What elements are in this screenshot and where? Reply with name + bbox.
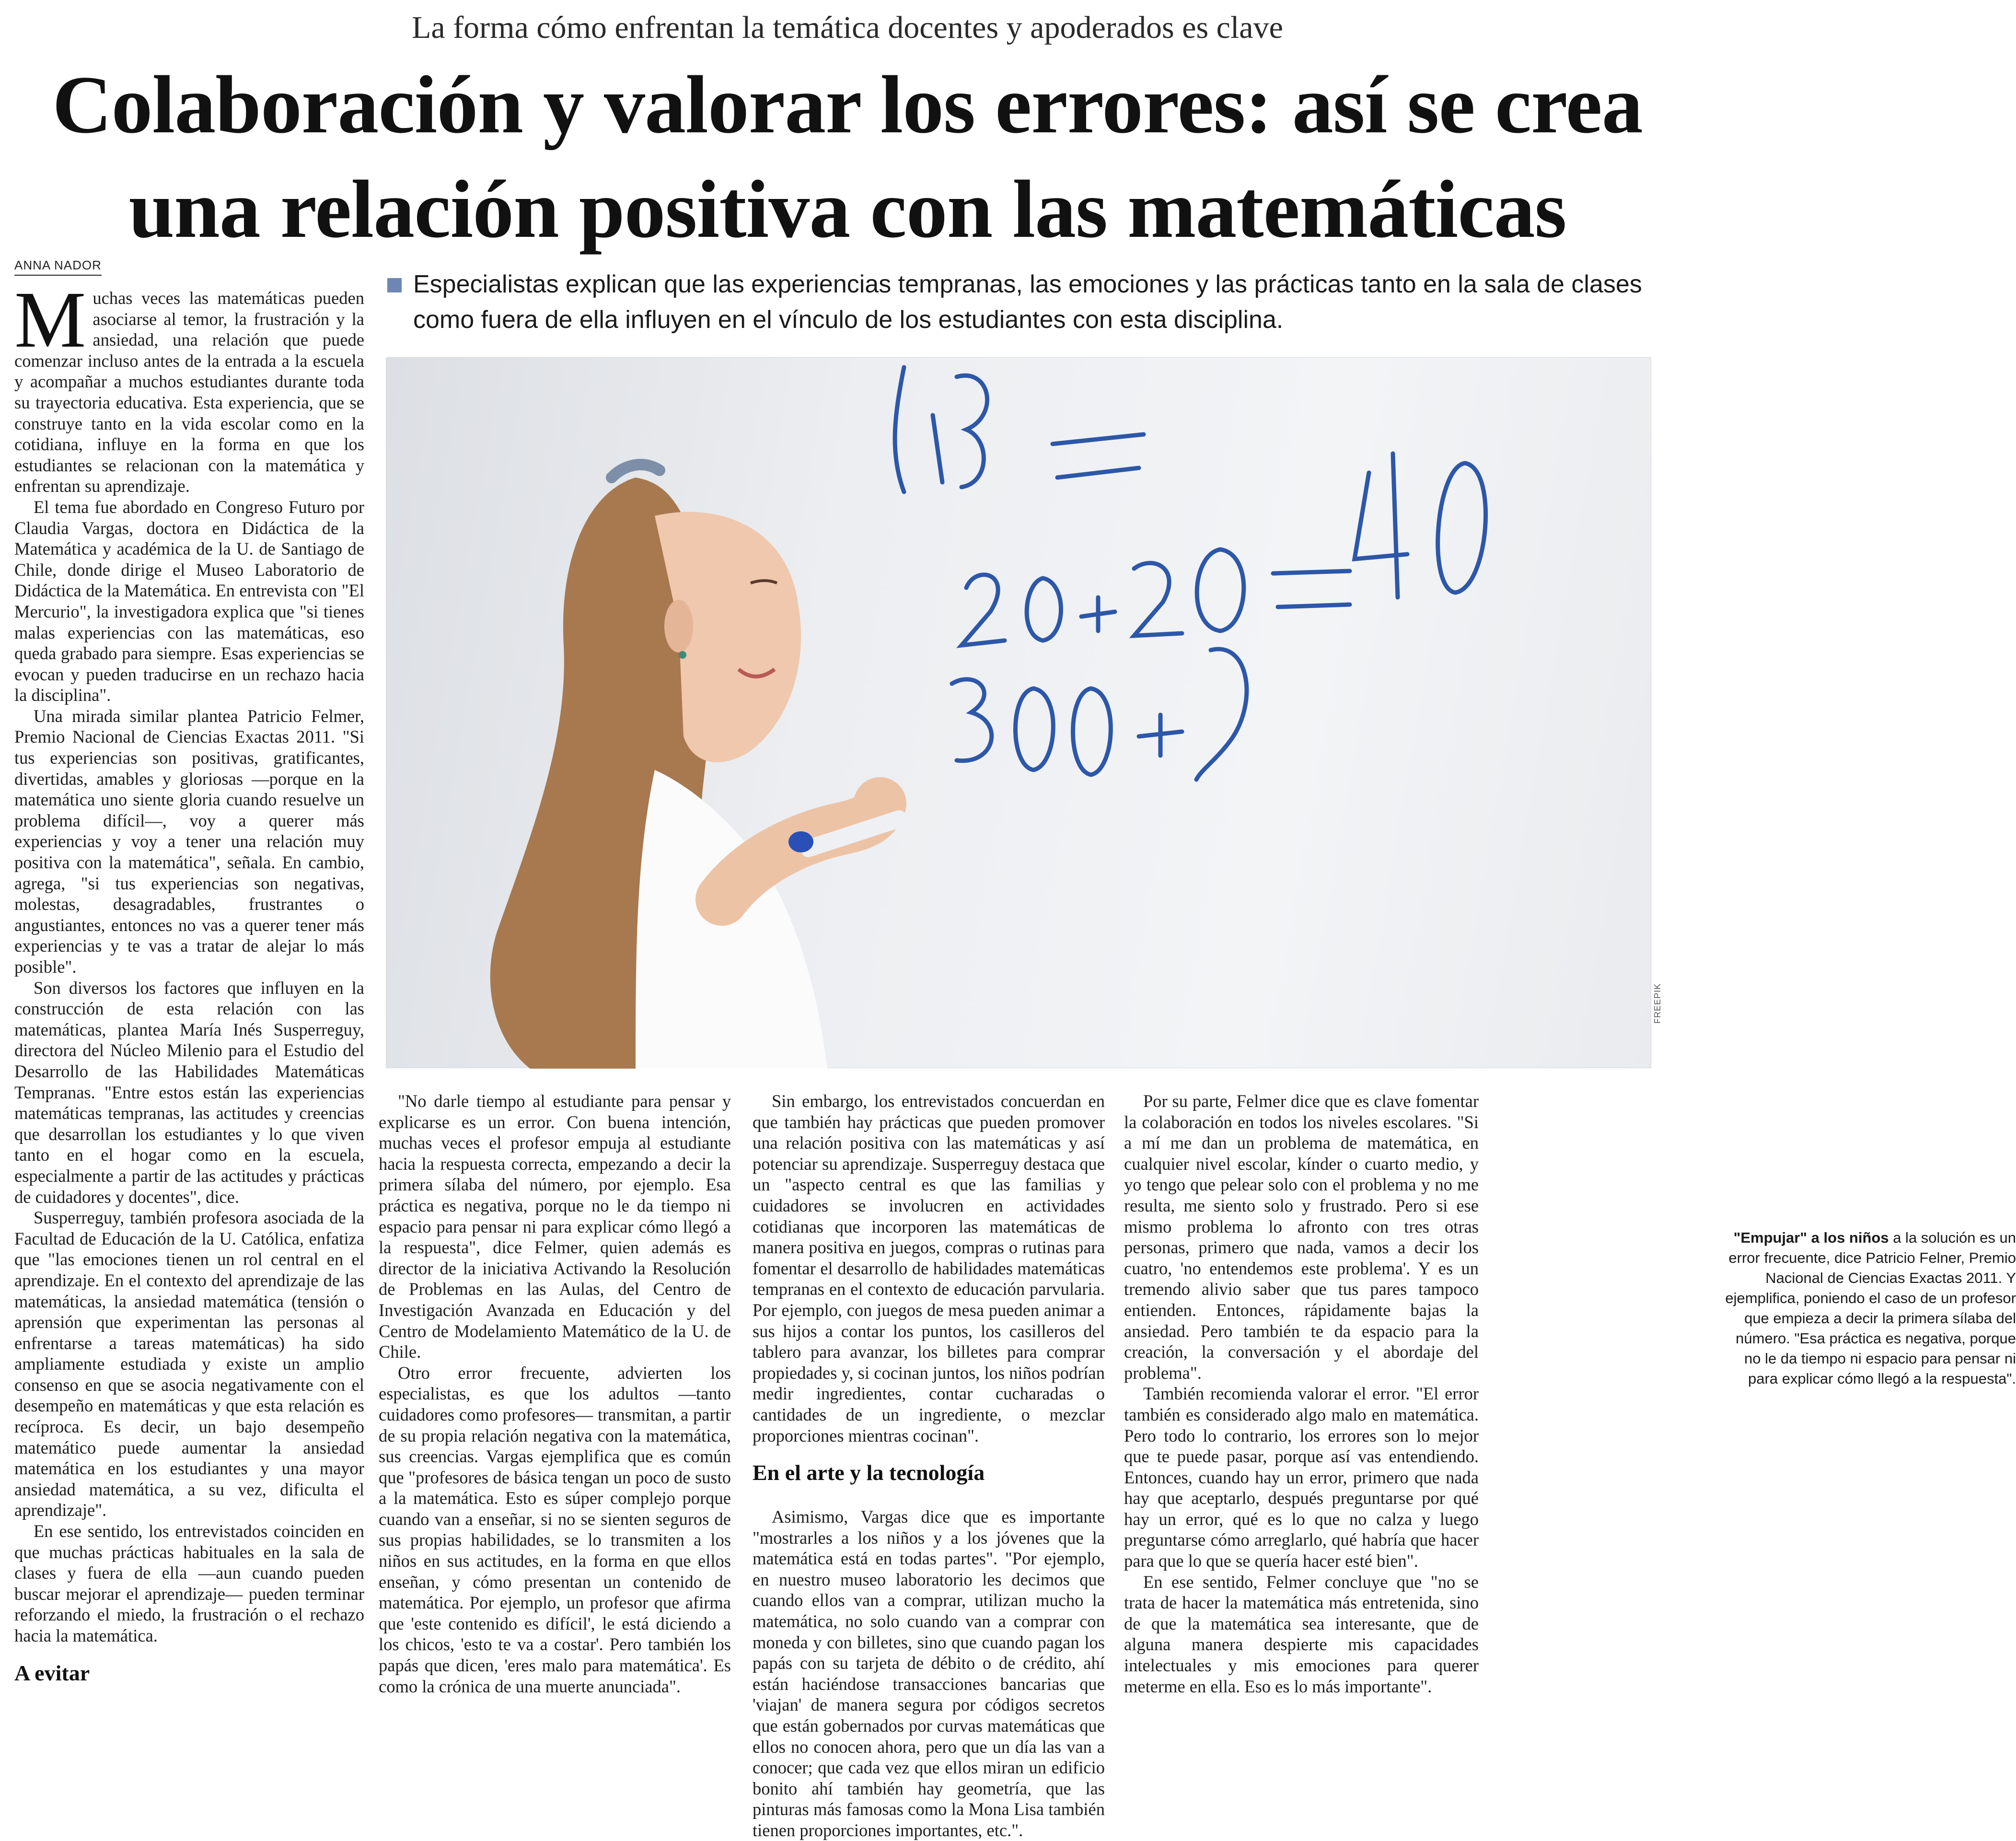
paragraph-3: Una mirada similar plantea Patricio Felmer, Premio Nacional de Ciencias Exactas 2011. "Si tus experiencias son positivas, gratificantes, divertidas, amables y gloriosas —porque en la matemática uno siente gloria cuando resuelve un problema difícil—, voy a querer más experiencias y voy a tener una relación muy positiva con la matemática", señala. En cambio, agrega, "si tus experiencias son negativas, molestas, desagradables, frustrantes o angustiantes, entonces no vas a querer tener más experiencias y te vas a tratar de alejar lo más posible".	[14, 706, 364, 977]
article-column-3	[753, 1091, 1105, 1840]
drop-cap: M	[14, 275, 86, 364]
photo-caption	[1719, 1228, 2016, 1389]
deck	[386, 267, 1680, 338]
caption-lead: "Empujar" a los niños	[1733, 1229, 1889, 1246]
paragraph-7: "No darle tiempo al estudiante para pensar y explicarse es un error. Con buena intención, muchas veces el profesor empuja al estudiante hacia la respuesta correcta, empezando a decir la primera sílaba del número, por ejemplo. Esa práctica es negativa, porque no le da tiempo ni espacio para pensar ni para explicar cómo llegó a la respuesta", dice Felmer, quien además es director de la iniciativa Activando la Resolución de Problemas en las Aulas, del Centro de Investigación Avanzada en Educación y del Centro de Modelamiento Matemático de la U. de Chile.	[379, 1091, 731, 1362]
paragraph-12: También recomienda valorar el error. "El error también es considerado algo malo en matemática. Pero todo lo contrario, los errores son lo mejor que te puede pasar, porque así vas entendiendo. Entonces, cuando hay un error, primero que nada hay que aceptarlo, después preguntarse por qué hay un error, qué es lo que no calza y luego preguntarse cómo arreglarlo, qué habría que hacer para que lo que se quería hacer esté bien".	[1124, 1384, 1479, 1571]
paragraph-1	[14, 275, 364, 497]
photo-illustration	[386, 358, 1652, 1069]
kicker: La forma cómo enfrentan la temática docentes y apoderados es clave	[412, 10, 1283, 45]
article-column-4	[1124, 1091, 1479, 1786]
subhead-a-evitar: A evitar	[14, 1660, 90, 1685]
headline	[0, 53, 1695, 262]
paragraph-4: Son diversos los factores que influyen en la construcción de esta relación con las matemáticas, plantea María Inés Susperreguy, directora del Núcleo Milenio para el Estudio del Desarrollo de las Habilidades Matemáticas Tempranas. "Entre estos están las experiencias matemáticas tempranas, las actitudes y creencias que desarrollan los estudiantes y lo que viven tanto en el hogar como en la escuela, especialmente a partir de las actitudes y prácticas de cuidadores y docentes", dice.	[14, 978, 364, 1207]
paragraph-11: Por su parte, Felmer dice que es clave fomentar la colaboración en todos los niveles escolares. "Si a mí me dan un problema de matemática, en cualquier nivel escolar, kínder o cuarto medio, y yo tengo que pelear solo con el problema y no me resulta, me siento solo y frustrado. Pero si ese mismo problema lo afronto con tres otras personas, primero que nada, vamos a decir los cuatro, 'no entendemos este problema'. Y es un tremendo alivio saber que tus pares tampoco entienden. Entonces, rápidamente bajas la ansiedad. Pero también te da espacio para la creación, la conversación y el abordaje del problema".	[1124, 1091, 1479, 1383]
deck-text: Especialistas explican que las experiencias tempranas, las emociones y las prácticas tanto en la sala de clases como fuera de ella influyen en el vínculo de los estudiantes con esta disciplina.	[413, 270, 1642, 334]
headline-line-2: una relación positiva con las matemáticas	[128, 164, 1566, 255]
paragraph-13: En ese sentido, Felmer concluye que "no se trata de hacer la matemática más entretenida, sino de que la matemática sea interesante, que de alguna manera despierte mis capacidades intelectuales y mis emociones para querer meterme en ella. Eso es lo más importante".	[1124, 1572, 1479, 1696]
paragraph-6: En ese sentido, los entrevistados coinciden en que muchas prácticas habituales en la sala de clases y fuera de ella —aun cuando pueden buscar mejorar el aprendizaje— pueden terminar reforzando el miedo, la frustración o el rechazo hacia la matemática.	[14, 1521, 364, 1645]
article-column-1	[14, 275, 364, 1783]
subhead-arte-tecnologia: En el arte y la tecnología	[753, 1460, 985, 1485]
paragraph-8: Otro error frecuente, advierten los especialistas, es que los adultos —tanto cuidadores como profesores— transmitan, a partir de su propia relación negativa con la matemática, sus creencias. Vargas ejemplifica que es común que "profesores de básica tengan un poco de susto a la matemática. Esto es súper complejo porque cuando van a enseñar, si no se sienten seguros de sus propias habilidades, se lo transmiten a los niños en sus actitudes, en la forma en que ellos enseñan, y cómo presentan un contenido de matemática. Por ejemplo, un profesor que afirma que 'este contenido es difícil', le está diciendo a los chicos, 'esto te va a costar'. Pero también los papás que dicen, 'eres malo para matemática'. Es como la crónica de una muerte anunciada".	[379, 1363, 731, 1696]
caption-body: a la solución es un error frecuente, dice Patricio Felner, Premio Nacional de Ciencias Exactas 2011. Y ejemplifica, poniendo el caso de un profesor que empieza a decir la primera sílaba del número. "Esa práctica es negativa, porque no le da tiempo ni espacio para pensar ni para explicar cómo llegó a la respuesta".	[1725, 1229, 2016, 1387]
paragraph-10: Asimismo, Vargas dice que es importante "mostrarles a los niños y a los jóvenes que la matemática está en todas partes". "Por ejemplo, en nuestro museo laboratorio les decimos que cuando ellos van a comprar, utilizan mucho la matemática, no solo cuando van a comprar con moneda y con billetes, sino que cuando pagan los papás con su tarjeta de débito o de crédito, ahí están haciéndose transacciones bancarias que 'viajan' de manera segura por códigos secretos que están gobernados por curvas matemáticas que ellos no conocen ahora, pero que un día las van a conocer; que cada vez que ellos miran un edificio bonito ahí también hay geometría, que las pinturas más famosas como la Mona Lisa también tienen proporciones importantes, etc.".	[753, 1507, 1105, 1840]
paragraph-5: Susperreguy, también profesora asociada de la Facultad de Educación de la U. Católica, enfatiza que "las emociones tienen un rol central en el aprendizaje. En el contexto del aprendizaje de las matemáticas, la ansiedad matemática (tensión o aprensión que experimentan las personas al enfrentarse a tareas matemáticas) ha sido ampliamente estudiada y existe un amplio consenso en que se asocia negativamente con el desempeño en matemáticas y que esta relación es recíproca. Es decir, un bajo desempeño matemático puede aumentar la ansiedad matemática en los estudiantes y una mayor ansiedad matemática, a su vez, dificulta el aprendizaje".	[14, 1208, 364, 1520]
paragraph-9: Sin embargo, los entrevistados concuerdan en que también hay prácticas que pueden promover una relación positiva con las matemáticas y así potenciar su aprendizaje. Susperreguy destaca que un "aspecto central es que las familias y cuidadores se involucren en actividades cotidianas que incorporen las matemáticas de manera positiva en juegos, compras o rutinas para fomentar el desarrollo de habilidades matemáticas tempranas en el contexto de educación parvularia. Por ejemplo, con juegos de mesa pueden animar a sus hijos a contar los puntos, los casilleros del tablero para avanzar, los billetes para comprar propiedades y, si cocinan juntos, los niños podrían medir ingredientes, contar cucharadas o cantidades de un ingrediente, o mezclar proporciones mientras cocinan".	[753, 1091, 1105, 1445]
headline-line-1: Colaboración y valorar los errores: así se crea	[52, 59, 1643, 151]
paragraph-2: El tema fue abordado en Congreso Futuro por Claudia Vargas, doctora en Didáctica de la Matemática y académica de la U. de Santiago de Chile, donde dirige el Museo Laboratorio de Didáctica de la Matemática. En entrevista con "El Mercurio", la investigadora explica que "si tienes malas experiencias con las matemáticas, eso queda grabado para siempre. Esas experiencias se evocan y pueden traducirse en un rechazo hacia la disciplina".	[14, 497, 364, 705]
paragraph-1-text: uchas veces las matemáticas pueden asociarse al temor, la frustración y la ansiedad, una relación que puede comenzar incluso antes de la entrada a la escuela y acompañar a muchos estudiantes durante toda su trayectoria educativa. Esta experiencia, que se construye tanto en la vida escolar como en la cotidiana, influye en la forma en que los estudiantes se relacionan con la matemática y enfrentan su aprendizaje.	[14, 288, 364, 496]
byline: ANNA NADOR	[14, 258, 102, 276]
photo-credit: FREEPIK	[1653, 983, 1662, 1024]
article-column-2	[379, 1091, 731, 1786]
